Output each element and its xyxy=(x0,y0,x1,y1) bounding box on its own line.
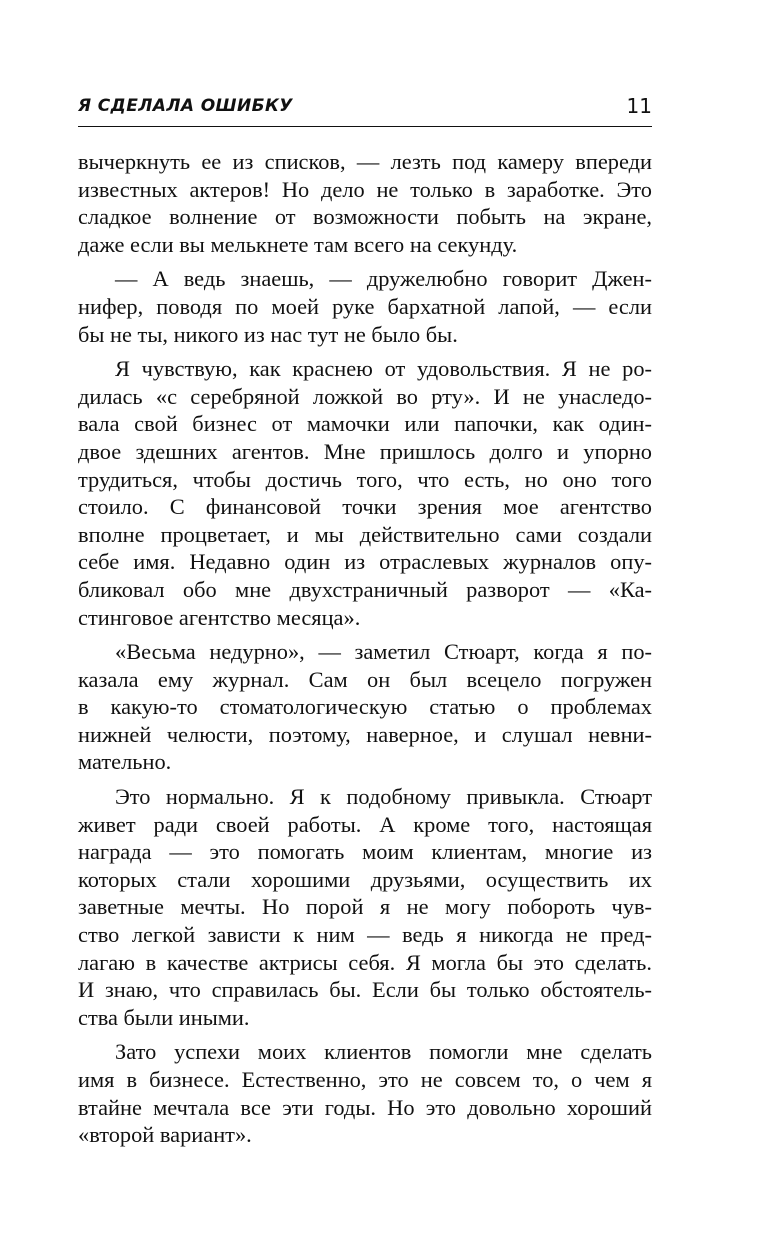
text-line: двое здешних агентов. Мне пришлось долго и упорно xyxy=(78,438,652,464)
paragraph xyxy=(78,1038,652,1148)
text-line: ство легкой зависти к ним — ведь я никогда не пред- xyxy=(78,922,652,948)
text-line: втайне мечтала все эти годы. Но это довольно хороший xyxy=(78,1094,652,1120)
text-line: И знаю, что справилась бы. Если бы только обстоятель- xyxy=(78,977,652,1003)
text-line: вычеркнуть ее из списков, — лезть под камеру впереди xyxy=(78,149,652,174)
page-number: 11 xyxy=(626,94,652,118)
text-line: — А ведь знаешь, — дружелюбно говорит Джен- xyxy=(115,266,652,292)
paragraph xyxy=(78,355,652,631)
text-line: лагаю в качестве актрисы себя. Я могла бы это сделать. xyxy=(78,949,652,975)
text-line: ства были иными. xyxy=(78,1004,250,1030)
paragraph xyxy=(78,783,652,1031)
text-line: мательно. xyxy=(78,749,172,775)
text-line: дилась «с серебряной ложкой во рту». И не унаследо- xyxy=(78,383,652,409)
text-line: в какую-то стоматологическую статью о проблемах xyxy=(78,694,652,720)
paragraph xyxy=(78,265,652,348)
text-line: нижней челюсти, поэтому, наверное, и слушал невни- xyxy=(78,721,652,747)
text-line: которых стали хорошими друзьями, осуществить их xyxy=(78,866,652,892)
text-line: Зато успехи моих клиентов помогли мне сделать xyxy=(115,1039,652,1065)
text-line: трудиться, чтобы достичь того, что есть, но оно того xyxy=(78,466,652,492)
text-line: бы не ты, никого из нас тут не было бы. xyxy=(78,321,458,347)
text-line: вполне процветает, и мы действительно сами создали xyxy=(78,521,652,547)
text-line: живет ради своей работы. А кроме того, настоящая xyxy=(78,811,652,837)
text-line: награда — это помогать моим клиентам, многие из xyxy=(78,839,652,865)
text-line: нифер, поводя по моей руке бархатной лапой, — если xyxy=(78,293,652,319)
text-line: вала свой бизнес от мамочки или папочки, как один- xyxy=(78,411,652,437)
text-line: «второй вариант». xyxy=(78,1122,252,1148)
text-line: себе имя. Недавно один из отраслевых журналов опу- xyxy=(78,549,652,575)
text-line: «Весьма недурно», — заметил Стюарт, когда я по- xyxy=(115,639,652,665)
text-line: казала ему журнал. Сам он был всецело погружен xyxy=(78,666,652,692)
text-line: имя в бизнесе. Естественно, это не совсем то, о чем я xyxy=(78,1067,652,1092)
text-body xyxy=(78,148,652,1149)
text-line: сладкое волнение от возможности побыть на экране, xyxy=(78,204,652,230)
paragraph xyxy=(78,148,652,258)
running-head xyxy=(78,92,652,127)
text-line: стинговое агентство месяца». xyxy=(78,604,361,630)
paragraph xyxy=(78,638,652,776)
text-line: стоило. С финансовой точки зрения мое агентство xyxy=(78,494,652,520)
text-line: известных актеров! Но дело не только в заработке. Это xyxy=(78,176,652,202)
book-title: Я СДЕЛАЛА ОШИБКУ xyxy=(78,96,293,116)
text-line: Я чувствую, как краснею от удовольствия. Я не ро- xyxy=(115,356,652,382)
text-line: бликовал обо мне двухстраничный разворот — «Ка- xyxy=(78,576,652,602)
text-line: даже если вы мелькнете там всего на секунду. xyxy=(78,231,518,257)
text-line: Это нормально. Я к подобному привыкла. Стюарт xyxy=(115,784,652,810)
text-line: заветные мечты. Но порой я не могу побороть чув- xyxy=(78,894,652,920)
